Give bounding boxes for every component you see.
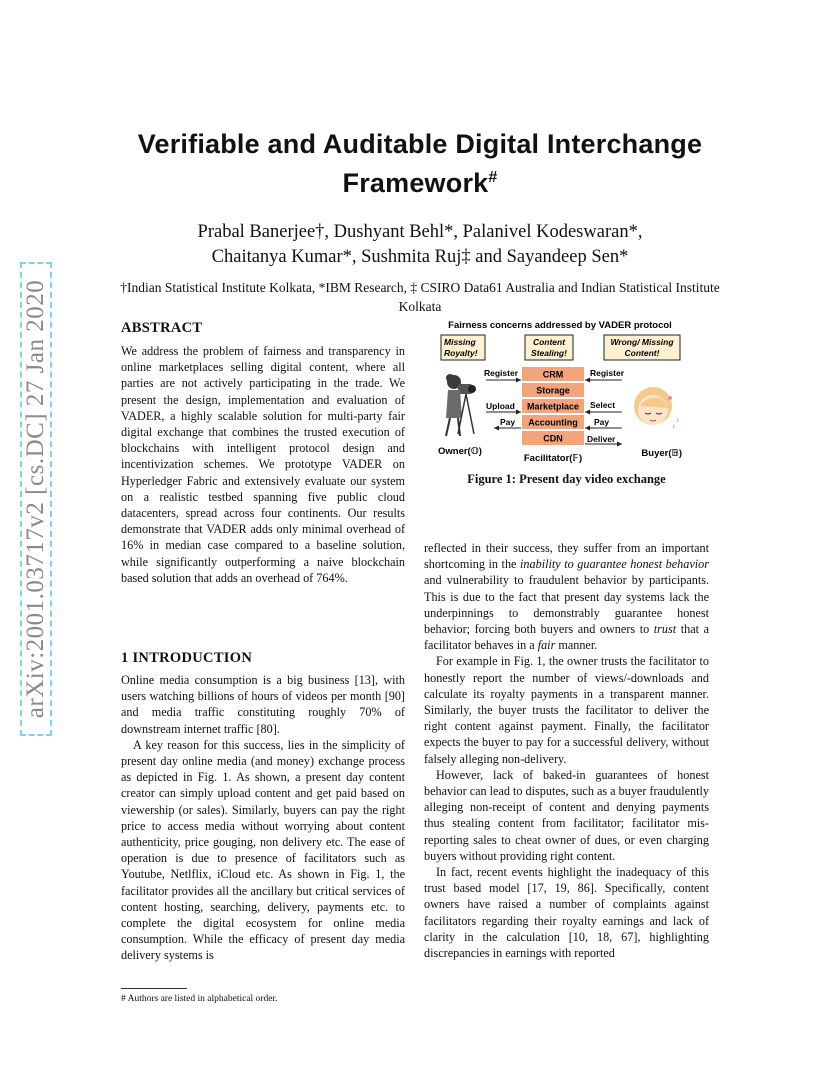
figure-1-diagram — [434, 318, 686, 468]
facilitator-label: Facilitator(𝔽) — [523, 453, 583, 464]
arrow-label-pay-left: Pay — [500, 417, 516, 427]
authors-line-1: Prabal Banerjee†, Dushyant Behl*, Palanivel Kodeswaran*, — [197, 222, 643, 242]
concern-stealing-line1: Content — [532, 337, 566, 347]
arrow-label-upload: Upload — [486, 401, 515, 411]
figure-heading: Fairness concerns addressed by VADER protocol — [448, 320, 672, 331]
figure-1-caption: Figure 1: Present day video exchange — [467, 472, 666, 486]
concern-stealing-line2: Stealing! — [531, 348, 567, 358]
right-p1-part-d: manner. — [555, 638, 598, 653]
right-p1-part-a: reflected in their success, they suffer from an important shortcoming in the — [424, 541, 709, 572]
arrowhead-register-right — [585, 378, 590, 383]
service-label-crm: CRM — [542, 369, 564, 380]
arxiv-stamp — [20, 262, 52, 736]
arrowhead-select — [585, 410, 590, 415]
intro-paragraph-2: A key reason for this success, lies in the simplicity of present day online media (and money) exchange process as depicted in Fig. 1. As shown, a present day content creator can simply upload content and get paid based on viewership (or sales). Similarly, buyers can pay the right price to access media without worrying about content authenticity, price gouging, non delivery etc. The ease of operation is due to presence of facilitators such as Youtube, Netlflix, iCloud etc. As shown in Fig. 1, the facilitator provides all the ancillary but critical services of content hosting, searching, delivery, payments etc. to complete the digital ecosystem for online media consumption. While the efficacy of present day media delivery systems is — [121, 737, 405, 963]
emphasis-inability: inability to guarantee honest behavior — [520, 557, 709, 572]
arrowhead-pay-right — [585, 426, 590, 431]
arxiv-stamp-text: arXiv:2001.03717v2 [cs.DC] 27 Jan 2020 — [22, 279, 49, 719]
buyer-label: Buyer(𝔹) — [641, 448, 682, 459]
owner-illustration — [446, 374, 476, 436]
svg-text:♪: ♪ — [672, 422, 676, 430]
service-label-accounting: Accounting — [528, 417, 578, 428]
arrow-label-register-left: Register — [484, 368, 519, 378]
arrow-label-select: Select — [590, 400, 616, 410]
svg-text:♪: ♪ — [676, 416, 680, 424]
right-column-body — [424, 540, 709, 961]
arrowhead-register-left — [516, 378, 521, 383]
footnote: # Authors are listed in alphabetical order. — [121, 994, 278, 1004]
owner-label: Owner(𝕆) — [438, 446, 482, 457]
concern-royalty-line1: Missing — [444, 337, 476, 347]
arrowhead-deliver — [617, 442, 622, 447]
authors-line-2: Chaitanya Kumar*, Sushmita Ruj‡ and Sayandeep Sen* — [211, 247, 629, 267]
introduction-heading: 1 INTRODUCTION — [121, 650, 253, 666]
right-p1-part-b: and vulnerability to fraudulent behavior by participants. This is due to the fact that present day systems lack the underpinnings to demonstrably guarantee honest behavior; forcing both buyers and owners to — [424, 573, 709, 637]
introduction-body — [121, 672, 405, 964]
emphasis-trust: trust — [653, 622, 677, 637]
service-label-storage: Storage — [536, 385, 570, 396]
concern-royalty-line2: Royalty! — [444, 348, 478, 358]
right-paragraph-3: However, lack of baked-in guarantees of honest behavior can lead to disputes, such as a buyer fraudulently alleging non-receipt of content and denying payments thus stealing content from facilitator; facilitator mis-reporting sales to cheat owner of dues, or even charging buyers without providing right content. — [424, 767, 709, 863]
concern-wrong-line2: Content! — [624, 348, 660, 358]
concern-wrong-line1: Wrong/ Missing — [610, 337, 674, 347]
footnote-rule — [121, 988, 187, 989]
right-paragraph-2: For example in Fig. 1, the owner trusts the facilitator to honestly report the number of views/-downloads and calculate its royalty payments in a transparent manner. Similarly, the buyer trusts the facilitator to deliver the right content against payment. Finally, the facilitator expects the buyer to pay for a successful delivery, without falsely alleging non-delivery. — [424, 654, 709, 766]
service-label-cdn: CDN — [543, 433, 563, 444]
service-stack — [522, 367, 584, 445]
right-p1-part-c: that a facilitator behaves in a — [424, 622, 710, 653]
arrow-label-register-right: Register — [590, 368, 625, 378]
affiliations: †Indian Statistical Institute Kolkata, *IBM Research, ‡ CSIRO Data61 Australia and Indian Statistical Institute Kolkata — [120, 280, 720, 314]
right-paragraph-4: In fact, recent events highlight the inadequacy of this trust based model [17, 19, 86]. Specifically, content owners have raised a number of complaints against facilitators regarding their royalty earnings and lack of clarity in the calculation [10, 18, 67], highlighting discrepancies in earnings with reported — [424, 865, 709, 961]
figure-1 — [434, 318, 686, 468]
arrowhead-upload — [516, 410, 521, 415]
abstract-body — [121, 343, 405, 586]
emphasis-fair: fair — [537, 638, 556, 653]
right-paragraph-1 — [424, 540, 709, 653]
service-label-marketplace: Marketplace — [526, 401, 580, 412]
paper-title — [110, 128, 730, 200]
arrowhead-pay-left — [494, 426, 499, 431]
arrow-label-pay-right: Pay — [594, 417, 610, 427]
abstract-text: We address the problem of fairness and transparency in online marketplaces selling digital content, where all parties are not actively participating in the trade. We present the design, implementation and evaluation of VADER, a highly scalable solution for multi-party fair digital exchange that combines the trusted execution of blockchains with intelligent protocol design and incentivization schemes. We prototype VADER on Hyperledger Fabric and extensively evaluate our system on a realistic testbed spanning five public cloud datacenters, spread across four continents. Our results demonstrate that VADER adds only minimal overhead of 16% in median case compared to a baseline solution, while significantly outperforming a naive blockchain based solution that adds an overhead of 764%. — [121, 344, 405, 585]
paper-title-text: Verifiable and Auditable Digital Interchange Framework — [137, 129, 703, 198]
intro-paragraph-1: Online media consumption is a big business [13], with users watching billions of hours of videos per month [90] and media traffic constituting roughly 70% of downstream internet traffic [80]. — [121, 673, 405, 736]
buyer-illustration — [634, 387, 680, 430]
arrow-label-deliver: Deliver — [587, 434, 616, 444]
abstract-heading: ABSTRACT — [121, 320, 203, 336]
author-list — [120, 220, 720, 270]
title-footnote-mark: # — [488, 169, 498, 186]
